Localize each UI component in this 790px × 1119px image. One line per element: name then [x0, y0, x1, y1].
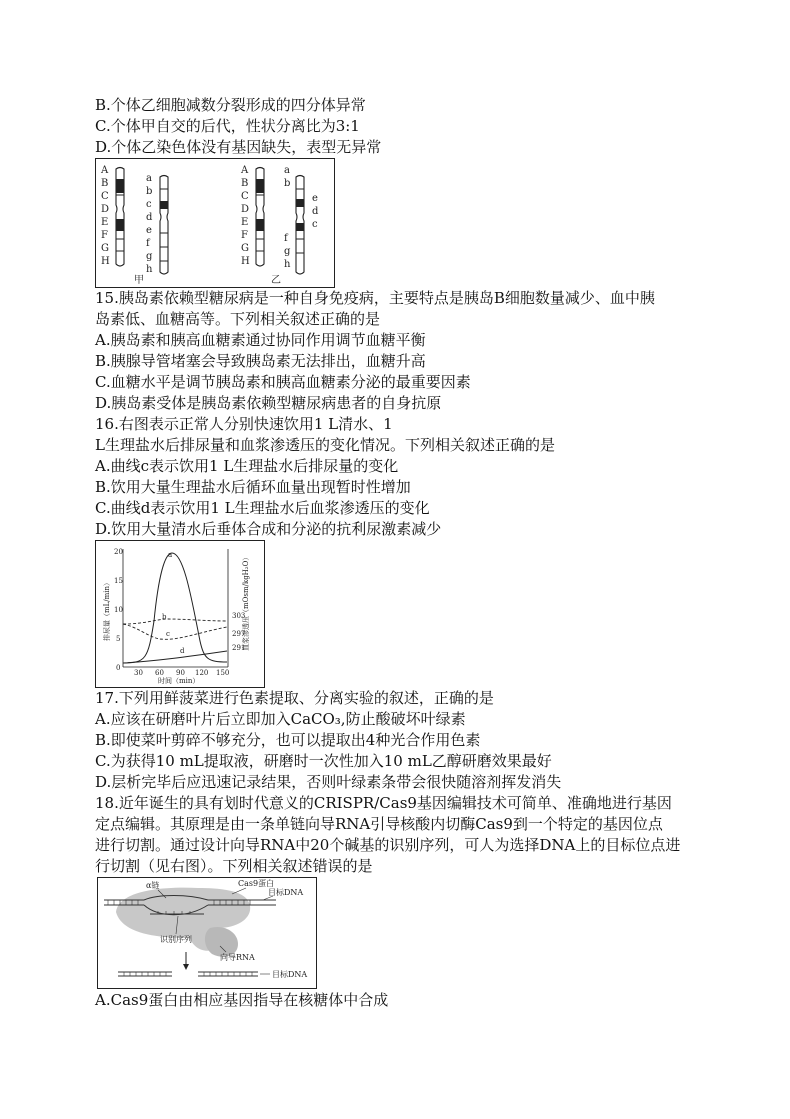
chr-yi-right [296, 176, 304, 275]
svg-text:B: B [241, 178, 249, 189]
label-cas9: Cas9蛋白 [238, 879, 275, 888]
q15-stem-1: 15.胰岛素依赖型糖尿病是一种自身免疫病，主要特点是胰岛B细胞数量减少、血中胰 [95, 289, 655, 307]
q16-stem-1: 16.右图表示正常人分别快速饮用1 L清水、1 [95, 415, 393, 433]
svg-text:15: 15 [114, 577, 123, 585]
svg-text:f: f [284, 233, 288, 244]
crispr-cas9-figure [97, 877, 317, 989]
svg-text:F: F [241, 230, 248, 241]
svg-text:D: D [241, 204, 250, 215]
q15-option-a: A.胰岛素和胰高血糖素通过协同作用调节血糖平衡 [95, 331, 426, 349]
svg-text:E: E [241, 217, 249, 228]
svg-text:h: h [146, 264, 153, 275]
q17-stem: 17.下列用鲜菠菜进行色素提取、分离实验的叙述，正确的是 [95, 689, 494, 707]
q16-stem-2: L生理盐水后排尿量和血浆渗透压的变化情况。下列相关叙述正确的是 [95, 436, 555, 454]
q18-option-a: A.Cas9蛋白由相应基因指导在核糖体中合成 [95, 991, 389, 1009]
y-left-label: 排尿量（mL/min） [103, 578, 111, 641]
chromosome-figure [95, 158, 335, 288]
label-jia: 甲 [134, 275, 144, 286]
q18-stem-2: 定点编辑。其原理是由一条单链向导RNA引导核酸内切酶Cas9到一个特定的基因位点 [95, 815, 663, 833]
svg-text:F: F [101, 230, 108, 241]
q17-option-b: B.即使菜叶剪碎不够充分，也可以提取出4种光合作用色素 [95, 731, 481, 749]
svg-text:B: B [101, 178, 109, 189]
y-right-label: 血浆渗透压（mOsm/kgH₂O） [242, 553, 250, 651]
svg-text:a: a [284, 165, 290, 176]
q16-option-a: A.曲线c表示饮用1 L生理盐水后排尿量的变化 [95, 457, 399, 475]
svg-text:C: C [101, 191, 109, 202]
q17-option-c: C.为获得10 mL提取液，研磨时一次性加入10 mL乙醇研磨效果最好 [95, 752, 552, 770]
q17-option-a: A.应该在研磨叶片后立即加入CaCO₃,防止酸破坏叶绿素 [95, 710, 466, 728]
curve-b [123, 619, 227, 624]
chr-yi-left [256, 168, 264, 267]
svg-text:f: f [146, 238, 150, 249]
q16-option-b: B.饮用大量生理盐水后循环血量出现暂时性增加 [95, 478, 411, 496]
svg-text:H: H [101, 256, 110, 267]
svg-text:d: d [146, 212, 153, 223]
svg-text:e: e [146, 225, 152, 236]
svg-text:b: b [284, 178, 291, 189]
svg-text:291: 291 [232, 644, 246, 652]
urine-osmolarity-chart [95, 540, 265, 688]
label-alpha: α链 [146, 881, 160, 890]
svg-text:60: 60 [155, 669, 164, 677]
curve-a [123, 553, 227, 663]
svg-text:E: E [101, 217, 109, 228]
chr-jia-left [116, 168, 124, 267]
svg-text:H: H [241, 256, 250, 267]
q16-option-c: C.曲线d表示饮用1 L生理盐水后血浆渗透压的变化 [95, 499, 430, 517]
option-14c: C.个体甲自交的后代，性状分离比为3:1 [95, 117, 360, 135]
svg-text:c: c [312, 219, 318, 230]
option-14d: D.个体乙染色体没有基因缺失，表型无异常 [95, 138, 382, 156]
chr-jia-right [160, 176, 168, 275]
x-label: 时间（min） [158, 677, 200, 685]
svg-text:c: c [166, 630, 170, 638]
svg-text:30: 30 [134, 669, 143, 677]
svg-text:0: 0 [116, 664, 121, 672]
svg-text:a: a [168, 551, 173, 559]
svg-text:a: a [146, 173, 152, 184]
label-target-bottom: 目标DNA [272, 970, 308, 979]
svg-text:C: C [241, 191, 249, 202]
svg-text:c: c [146, 199, 152, 210]
svg-text:b: b [162, 613, 167, 621]
svg-text:A: A [241, 165, 249, 176]
q17-option-d: D.层析完毕后应迅速记录结果，否则叶绿素条带会很快随溶剂挥发消失 [95, 773, 562, 791]
svg-text:150: 150 [216, 669, 230, 677]
q18-stem-3: 进行切割。通过设计向导RNA中20个碱基的识别序列，可人为选择DNA上的目标位点进 [95, 836, 681, 854]
q18-stem-4: 行切割（见右图）。下列相关叙述错误的是 [95, 857, 373, 875]
svg-text:d: d [312, 206, 319, 217]
svg-text:h: h [284, 259, 291, 270]
q18-stem-1: 18.近年诞生的具有划时代意义的CRISPR/Cas9基因编辑技术可简单、准确地进行基因 [95, 794, 672, 812]
curve-c [123, 624, 227, 639]
svg-text:g: g [146, 251, 153, 262]
svg-text:e: e [312, 193, 318, 204]
q15-option-d: D.胰岛素受体是胰岛素依赖型糖尿病患者的自身抗原 [95, 394, 442, 412]
svg-text:5: 5 [116, 635, 121, 643]
q15-stem-2: 岛素低、血糖高等。下列相关叙述正确的是 [95, 310, 381, 328]
svg-text:A: A [101, 165, 109, 176]
svg-text:G: G [241, 243, 249, 254]
label-yi: 乙 [271, 275, 281, 286]
label-recog: 识别序列 [160, 935, 192, 944]
svg-text:D: D [101, 204, 110, 215]
svg-text:g: g [284, 246, 291, 257]
label-target-top: 目标DNA [268, 888, 304, 897]
plot-area [123, 549, 228, 667]
svg-text:303: 303 [232, 612, 246, 620]
q15-option-b: B.胰腺导管堵塞会导致胰岛素无法排出，血糖升高 [95, 352, 426, 370]
svg-text:b: b [146, 186, 153, 197]
svg-text:20: 20 [114, 548, 123, 556]
option-14b: B.个体乙细胞减数分裂形成的四分体异常 [95, 96, 366, 114]
q16-option-d: D.饮用大量清水后垂体合成和分泌的抗利尿激素减少 [95, 520, 442, 538]
svg-text:d: d [180, 647, 185, 655]
label-guide: 向导RNA [220, 953, 255, 962]
q15-option-c: C.血糖水平是调节胰岛素和胰高血糖素分泌的最重要因素 [95, 373, 471, 391]
svg-text:90: 90 [176, 669, 185, 677]
svg-text:G: G [101, 243, 109, 254]
svg-text:120: 120 [195, 669, 209, 677]
svg-text:297: 297 [232, 630, 246, 638]
svg-text:10: 10 [114, 606, 123, 614]
